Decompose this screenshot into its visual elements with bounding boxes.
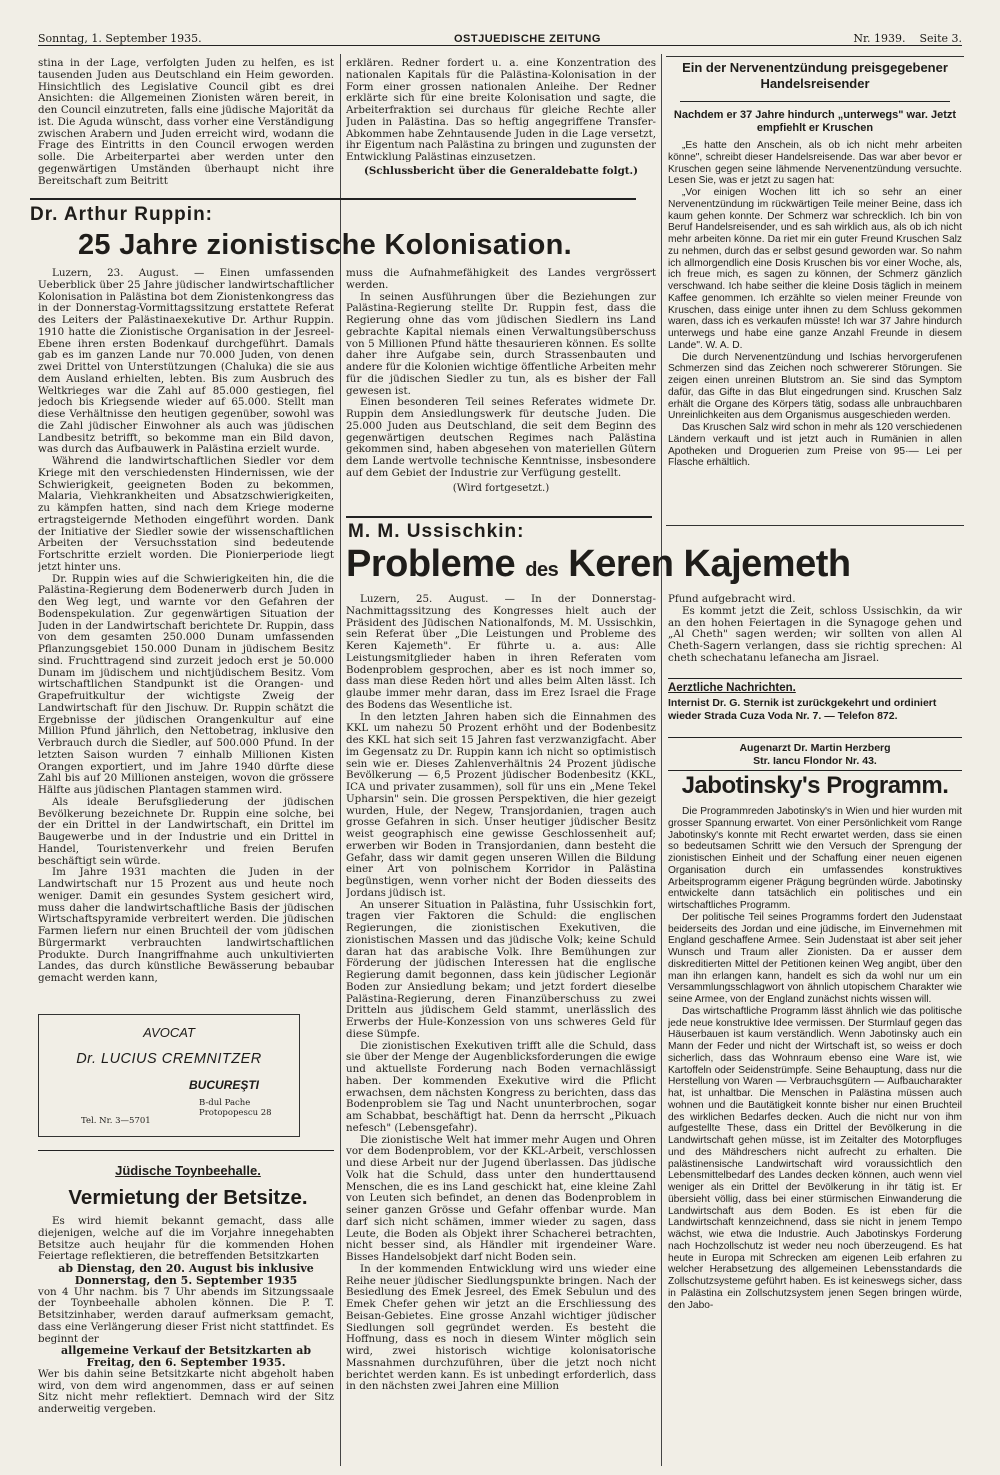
ussischkin-p5: Die zionistische Welt hat immer mehr Augen und Ohren vor dem Bodenproblem, vor der KKL-Arbeit, verschlossen und diese Arbeit nur der Jugend überlassen. Das jüdische Volk hat die Schuld, dass unter den hunderttausend Menschen, die es ins Land geschickt hat, eine kleine Zahl von Leuten sich befindet, an denen das Bodenproblem in seiner ganzen Grösse und Gefahr offenbar wurde. Man darf sich nicht schämen, immer wieder zu sagen, dass Leute, die Boden als Objekt ihrer Schacherei betrachten, nicht besser sind, als Händler mit irgendeiner Ware. Bisses Handelsobjekt darf nicht Boden sein.	[346, 1133, 656, 1263]
ussischkin-author: M. M. Ussischkin:	[348, 521, 525, 542]
masthead-number-page	[853, 32, 962, 45]
kruschen-p2: „Vor einigen Wochen litt ich so sehr an einer Nervenentzündung im rückwärtigen Teile meiner Beine, dass ich kaum gehen konnte. Der Schmerz war schrecklich. Ich bin von Beruf Handelsreisender, und es sah wirklich aus, als ob ich nicht mehr arbeiten könne. Da riet mir ein guter Freund Kruschen Salz zu nehmen, durch das er selbst gesund geworden war. So nahm ich allmorgendlich eine Dosis Kruschen bis vor einer Woche, als, ich freue mich, es sagen zu können, der Schmerz gänzlich verschwand. Ich habe seither die kleine Dosis täglich in meinem Kaffee genommen. Ich erzählte so vielen meiner Freunde von Kruschen, dass einige unter ihnen zu dem Schluss gekommen waren, dass ich es verkaufen müsste! Ich war 37 Jahre hindurch unterwegs und habe eine ganze Anzahl Freunde in diesem Lande". W. A. D.	[668, 187, 962, 351]
ruppin-col2-p2: In seinen Ausführungen über die Beziehungen zur Palästina-Regierung stellte Dr. Ruppin fest, dass die Regierung ohne das vom jüdischen Siedlern ins Land gebrachte Kapital niemals einen Verwaltungsüberschuss von 5 Millionen Pfund hätte thesaurieren können. Es sollte daher ihre Aufgabe sein, durch Strassenbauten und andere für die Kolonien wichtige öffentliche Arbeiten mehr für die jüdischen Siedler zu tun, als es bisher der Fall gewesen ist.	[346, 290, 656, 397]
ussischkin-title-a: Probleme	[346, 543, 516, 585]
continuation-col1-text: stina in der Lage, verfolgten Juden zu helfen, es ist tausenden Juden aus Deutschland ein Heim geworden. Hinsichtlich des Legislative Council gibt es drei Ansichten: die Allgemeinen Zionisten wären bereit, in den Council einzutreten, falls eine jüdische Majorität da ist. Die Aguda wünscht, dass vorher eine Verständigung zwischen Arabern und Juden erreicht wird, wodann die Frage des Eintritts in den Council erwogen werden solle. Die Arbeiterpartei aber werden unter den gegenwärtigen Umständen überhaupt nicht ihre Bereitschaft zum Beitritt	[38, 58, 334, 187]
masthead-number: Nr. 1939.	[853, 32, 906, 45]
jabotinsky-title: Jabotinsky's Programm.	[681, 772, 949, 799]
masthead-date: Sonntag, 1. September 1935.	[38, 32, 202, 45]
toynbee-p3: von 4 Uhr nachm. bis 7 Uhr abends im Sitzungssaale der Toynbeehalle abholen können. Die P. T. Betsitzinhaber, werden darauf aufmerksam gemacht, dass eine Verlängerung dieser Frist nicht stattfindet. Es beginnt der	[38, 1285, 334, 1345]
ad-avocat-cremnitzer	[38, 1014, 300, 1137]
kruschen-body	[668, 140, 962, 522]
continuation-col2-text: erklären. Redner fordert u. a. eine Konzentration des nationalen Kapitals für die Palästina-Kolonisation in der Form einer grossen nationalen Anleihe. Der Redner erklärte sich für eine breite Kolonisation und sagte, die Arbeiterfraktion sei durchaus für gleiche Rechte aller Juden in Palästina. Das so heftig angegriffene Transfer-Abkommen habe Zehntausende Juden in die Lage versetzt, ihr Eigentum nach Palästina zu bringen und zugunsten der Entwicklung Palästinas einzusetzen.	[346, 58, 656, 163]
ussischkin-col3-p2: Es kommt jetzt die Zeit, schloss Ussischkin, da wir an den hohen Feiertagen in die Synagoge gehen und „Al Cheth" sagen werden; wir sollten von allen Al Cheth-Sagern verlangen, dass sie richtig sprechen: Al cheth schechatanu lefanecha am Jisrael.	[668, 604, 962, 664]
rule-toynbee-top	[38, 1150, 334, 1151]
column-rule-2	[661, 54, 662, 1466]
ussischkin-title	[346, 543, 851, 586]
ruppin-col1-p5: Im Jahre 1931 machten die Juden in der Landwirtschaft nur 15 Prozent aus und heute noch weniger. Damit ein gesundes System gesichert wird, muss daher die landwirtschaftliche Basis der jüdischen Wirtschaftspyramide verbreitert werden. Die jüdischen Farmen liefern nur einen Bruchteil der vom jüdischen Bürgermarkt verbrauchten landwirtschaftlichen Produkte. Durch Inangriffnahme auch unkultivierten Landes, das durch künstliche Bewässerung bebaubar gemacht werden kann,	[38, 866, 334, 984]
ruppin-col1	[38, 268, 334, 1006]
augenarzt-notice	[668, 742, 962, 767]
rule-aerzt-top	[668, 678, 962, 679]
ussischkin-p2: In den letzten Jahren haben sich die Einnahmen des KKL um nahezu 50 Prozent erhöht und der Bodenbesitz des KKL hat sich seit 15 Jahren fast verzwanzigfacht. Aber im Gegensatz zu Dr. Ruppin kann ich nicht so optimistisch sein wie er. Dieses Zahlenverhältnis 24 Prozent jüdische Bevölkerung — 6,5 Prozent jüdischer Bodenbesitz (KKL, ICA und privater zusammen), soll für uns ein „Mene Tekel Upharsin" sein. Die grossen Perspektiven, die hier gezeigt wurden, Hule, der Negew, Transjordanien, tragen auch grosse Gefahren in sich. Unser heutiger jüdischer Besitz weist geographisch eine gewisse Geschlossenheit auf; erwerben wir Boden in Transjordanien, dann besteht die Gefahr, dass wir damit gegen unseren Willen die Bildung einer Art von polnischem Korridor in Palästina begünstigen, wenn vorher nicht der Boden diesseits des Jordans jüdisch ist.	[346, 710, 656, 899]
augenarzt-name: Augenarzt Dr. Martin Herzberg	[739, 742, 891, 754]
ussischkin-title-c: Keren Kajemeth	[568, 543, 851, 585]
jabotinsky-body	[668, 806, 962, 1466]
ruppin-col2-p3: Einen besonderen Teil seines Referates widmete Dr. Ruppin dem Ansiedlungswerk für deutsche Juden. Die 25.000 Juden aus Deutschland, die seit dem Beginn des gegenwärtigen deutschen Regimes nach Palästina gekommen sind, haben abgesehen von materiellen Gütern dem Lande wertvolle technische Kenntnisse, insbesondere auf dem Gebiet der Industrie zur Verfügung gestellt.	[346, 396, 656, 479]
kruschen-title: Ein der Nervenentzündung preisgegebener Handelsreisender	[682, 60, 948, 91]
ussischkin-col3	[668, 594, 962, 674]
rule-augenarzt-top	[668, 737, 962, 738]
ad-avocat-phone: Tel. Nr. 3—5701	[81, 1116, 151, 1126]
continuation-col2	[346, 58, 656, 193]
column-rule-1	[340, 54, 341, 1466]
ruppin-col1-p1: Luzern, 23. August. — Einen umfassenden Ueberblick über 25 Jahre jüdischer landwirtschaftlicher Kolonisation in Palästina bot dem Zionistenkongress das in der Donnerstag-Vormittagssitzung erstattete Referat des Leiters der Palästinaexekutive Dr. Arthur Ruppin. 1910 hatte die Zionistische Organisation in der Jesreel-Ebene ihren ersten Bodenkauf durchgeführt. Damals gab es im ganzen Lande nur 70.000 Juden, von denen zwei Drittel von Unterstützungen (Chaluka) die sie aus dem Ausland erhielten, lebten. Bis zum Ausbruch des Weltkrieges war die Zahl auf 85.000 gestiegen, fiel jedoch bis Kriegsende wieder auf 65.000. Stellt man diese Verhältnisse den heutigen gegenüber, sowohl was die Zahl jüdischer Einwohner als auch was jüdischen Landbesitz betrifft, so bekomme man ein Bild davon, was durch das Aufbauwerk in Palästina erzielt wurde.	[38, 268, 334, 456]
ussischkin-p3: An unserer Situation in Palästina, fuhr Ussischkin fort, tragen vier Faktoren die Schuld: die englischen Regierungen, die zionistischen Exekutiven, die zionistischen Massen und das jüdische Volk; keine Schuld daran hat das arabische Volk. Ihre Bemühungen zur Förderung der jüdischen Interessen hat die englische Regierung damit begonnen, dass kein jüdischer Legionär Boden zur Ansiedlung bekam; und jetzt fordert dieselbe Palästina-Regierung, deren Finanzüberschuss zu zwei Dritteln aus jüdischem Geld stammt, unerlässlich des Erwerbs der Hule-Konzession von uns schweres Geld für diese Sümpfe.	[346, 898, 656, 1040]
ad-avocat-city: BUCUREŞTI	[189, 1078, 260, 1092]
rule-ruppin-top	[30, 198, 636, 200]
ussischkin-p4: Die zionistischen Exekutiven trifft alle die Schuld, dass sie über der Menge der Augenblicksforderungen die ewige und aktuellste Forderung nach Boden vernachlässigt haben. Der kommenden Exekutive wird die Pflicht erwachsen, dem nächsten Kongress zu berichten, dass das Bodenproblem sie Tag und Nacht ununterbrochen, sogar am Schabbat, beschäftigt hat. Denn da herrscht „Pikuach nefesch" (Lebensgefahr).	[346, 1039, 656, 1134]
toynbee-title: Vermietung der Betsitze.	[68, 1186, 308, 1209]
toynbee-body	[38, 1216, 334, 1466]
ruppin-col1-p4: Als ideale Berufsgliederung der jüdischen Bevölkerung bezeichnete Dr. Ruppin eine solche, bei der ein Drittel in der Landwirtschaft, ein Drittel im Baugewerbe und in der Industrie und ein Drittel in Handel, Touristenverkehr und freien Berufen beschäftigt sein würde.	[38, 795, 334, 867]
continuation-col2-note: (Schlussbericht über die Generaldebatte folgt.)	[363, 164, 639, 177]
kruschen-p3: Die durch Nervenentzündung und Ischias hervorgerufenen Schmerzen sind das Zeichen noch schwererer Störungen. Sie zeigen einen unreinen Blutstrom an. Sie sind das Symptom dafür, das Gifte in das Blut eingedrungen sind. Kruschen Salz erhält die Organe des Körpers tätig, sodass alle unbrauchbaren Unreinlichkeiten aus dem Organismus ausgeschieden werden.	[668, 351, 962, 422]
ruppin-title: 25 Jahre zionistische Kolonisation.	[78, 229, 572, 261]
ussischkin-p6: In der kommenden Entwicklung wird uns wieder eine Reihe neuer jüdischer Siedlungspunkte bringen. Nach der Besiedlung des Emek Jesreel, des Emek Sebulun und des Emek Chefer gehen wir jetzt an die Erschliessung des Beisan-Gebietes. Eine grosse Anzahl wichtiger jüdischer Siedlungen soll gegründet werden. Es besteht die Hoffnung, dass es noch in diesem Winter möglich sein wird, zwei historisch wichtige kolonisatorische Massnahmen durchzuführen, über die jetzt noch nicht berichtet werden kann. Es ist unbedingt erforderlich, dass in den nächsten zwei Jahren eine Million	[346, 1262, 656, 1393]
kruschen-p4: Das Kruschen Salz wird schon in mehr als 120 verschiedenen Ländern verkauft und ist jetzt auch in Rumänien in allen Apotheken und Droguerien zum Preise von 95·— Lei per Flasche erhältlich.	[668, 422, 962, 469]
toynbee-header: Jüdische Toynbeehalle.	[115, 1163, 261, 1178]
masthead-page: Seite 3.	[919, 32, 962, 45]
continuation-col1	[38, 58, 334, 191]
toynbee-p5: Wer bis dahin seine Betsitzkarte nicht abgeholt haben wird, von dem wird angenommen, dass er auf seinen Sitz nicht mehr reflektiert. Demnach wird der Sitz anderweitig vergeben.	[38, 1367, 334, 1415]
jabotinsky-p3: Das wirtschaftliche Programm lässt ähnlich wie das politische jede neue konstruktive Idee vermissen. Der Sturmlauf gegen das Häuserbauen ist kaum verständlich. Wenn Jabotinsky auch ein Mann der Feder und nicht der Wirtschaft ist, so weiss er doch sicherlich, dass das Wohnraum ebenso eine Ware ist, wie Kartoffeln oder Seidenstrümpfe. Seine Behauptung, dass nur die Herstellung von Waren — Verbrauchsgütern — Aufbaucharakter hat, ist unhaltbar. Die Menschen in Palästina müssen auch wohnen und die Bautätigkeit konnte bisher nur einen Bruchteil des wirklichen Bedarfes decken. Auch die nicht nur von ihm aufgestellte These, dass ein Drittel der Bevölkerung in die Landwirtschaft gehen müsse, ist im Zeitalter des Motorpfluges und des Mähdreschers nicht aufrecht zu erhalten. Die palästinensische Landwirtschaft wird voraussichtlich den Lebensmittelbedarf des Landes decken können, auch wenn viel weniger als ein Drittel der Bevölkerung in ihr tätig ist. Er übersieht völlig, dass bei einer stürmischen Einwanderung die Landwirtschaft aus dem Boden. Es ist eben für die Landwirtschaft kennzeichnend, dass sie nicht in jenem Tempo wächst, wie etwa die Industrie. Auch Jabotinskys Forderung nach Hochzollschutz ist weder neu noch überzeugend. Es hat heute in Europa mit Schrecken am eigenen Leib erfahren zu welcher Herabsetzung des allgemeinen Lebensstandards die Zollschutzsysteme geführt haben. Es ist keineswegs sicher, dass in Palästina ein Zollschutzsystem jenen Segen bringen würde, den Jabo-	[668, 1005, 962, 1311]
ruppin-col1-p3: Dr. Ruppin wies auf die Schwierigkeiten hin, die die Palästina-Regierung dem Bodenerwerb durch Juden in den Weg legt, und warnte vor den Gefahren der Bodenspekulation. Zur gegenwärtigen Situation der Juden in der Landwirtschaft berichtete Dr. Ruppin, dass von dem gesamten 250.000 Dunam umfassenden Pflanzungsgebiet 150.000 Dunam in jüdischem Besitz sind. Fruchttragend sind zurzeit jedoch erst je 50.000 Dunam im jüdischem und nichtjüdischem Besitz. Vom wirtschaftlichen Standpunkt ist die Orangen- und Grapefruitkultur der wichtigste Zweig der Landwirtschaft für den Jischuw. Dr. Ruppin schätzt die Ergebnisse der jüdischen Orangenkultur auf eine Million Pfund jährlich, den Nettobetrag, inklusive den Verbrauch durch die Siedler, auf 500.000 Pfund. In der letzten Saison wurden 7 einhalb Millionen Kisten Orangen exportiert, und im Jahre 1940 dürfte diese Zahl bis auf 20 Millionen ansteigen, wovon die grössere Hälfte aus jüdischen Plantagen stammen wird.	[38, 572, 334, 796]
aerztliche-text: Internist Dr. G. Sternik ist zurückgekehrt und ordiniert wieder Strada Cuza Voda Nr. 7. — Telefon 872.	[668, 697, 937, 722]
ussischkin-col2	[346, 594, 656, 1466]
aerztliche-header: Aerztliche Nachrichten.	[668, 682, 796, 694]
ussischkin-p1: Luzern, 25. August. — In der Donnerstag-Nachmittagssitzung des Kongresses hielt auch der Präsident des Jüdischen Nationalfonds, M. M. Ussischkin, sein Referat über „Die Leistungen und Probleme des Keren Kajemeth". Er führte u. a. aus: Alle Leistungsmitglieder haben in ihren Referaten vom Bodenproblem gesprochen, aber es ist noch immer so, dass man diese Reden hört und alles beim Alten lässt. Ich glaube immer mehr daran, dass im Erez Israel die Frage des Bodens das Wesentliche ist.	[346, 594, 656, 711]
augenarzt-address: Str. Iancu Flondor Nr. 43.	[753, 754, 877, 767]
ruppin-col2	[346, 268, 656, 510]
toynbee-p2: ab Dienstag, den 20. August bis inklusive Donnerstag, den 5. September 1935	[58, 1262, 314, 1287]
ruppin-col2-p1: muss die Aufnahmefähigkeit des Landes vergrössert werden.	[346, 268, 656, 291]
rule-kruschen-sub	[680, 101, 950, 102]
masthead	[38, 28, 962, 46]
toynbee-p4: allgemeine Verkauf der Betsitzkarten ab Freitag, den 6. September 1935.	[60, 1344, 312, 1369]
jabotinsky-p2: Der politische Teil seines Programms fordert den Judenstaat beiderseits des Jordan und eine jüdische, im Einvernehmen mit England geschaffene Armee. Sein Judenstaat ist aber seit jeher Wunsch und Traum aller Zionisten. Da er ausser dem diskreditierten Mittel der Petitionen keinen Weg angibt, über den man ihn erlangen kann, handelt es sich da wohl nur um ein Versammlungsschlagwort von ähnlich utopischem Charakter wie seine Armee, von der England zunächst nichts wissen will.	[668, 911, 962, 1005]
ruppin-author: Dr. Arthur Ruppin:	[30, 204, 213, 225]
ad-avocat-address: B-dul Pache Protopopescu 28	[199, 1098, 272, 1118]
ussischkin-title-b: des	[525, 559, 559, 581]
ruppin-col1-p2: Während die landwirtschaftlichen Siedler vor dem Kriege mit den verschiedensten Hindernissen, wie der Schwierigkeit, geeigneten Boden zu bekommen, Malaria, Viehkrankheiten und Absatzschwierigkeiten, zu kämpfen hatten, sind nach dem Kriege moderne ertragsteigernde Methoden eingeführt worden. Dank der Initiative der Siedler sowie der wissenschaftlichen Arbeiten der Versuchsstation sind bedeutende Fortschritte erzielt worden. Die Pionierperiode liegt jetzt hinter uns.	[38, 455, 334, 573]
rule-ussischkin-top	[346, 516, 652, 518]
ad-avocat-name: Dr. LUCIUS CREMNITZER	[76, 1051, 262, 1067]
toynbee-p1: Es wird hiemit bekannt gemacht, dass alle diejenigen, welche auf die im Vorjahre innegehabten Betsitze auch heujahr für die kommenden Hohen Feiertage reflektieren, die betreffenden Betsitzkarten	[38, 1216, 334, 1263]
rule-jabotinsky-top	[668, 770, 962, 771]
kruschen-subtitle: Nachdem er 37 Jahre hindurch „unterwegs" war. Jetzt empfiehlt er Kruschen	[673, 109, 957, 134]
ruppin-note: (Wird fortgesetzt.)	[452, 481, 550, 494]
jabotinsky-p1: Die Programmreden Jabotinsky's in Wien und hier wurden mit grosser Spannung erwartet. Von einer Persönlichkeit vom Range Jabotinsky's konnte mit Recht erwartet werden, dass sie einen so bedeutsamen Schritt wie den Versuch der Sprengung der zionistischen Einheit und der Schaffung einer neuen eigenen Organisation durch ein umfassendes konstruktives Arbeitsprogramm eigener Prägung begründen würde. Jabotinsky entwickelte dann tatsächlich ein politisches und ein wirtschaftliches Programm.	[668, 806, 962, 911]
kruschen-p1: „Es hatte den Anschein, als ob ich nicht mehr arbeiten könne", schreibt dieser Handelsreisende. Das war aber bevor er Kruschen gegen seine lähmende Nervenentzündung versuchte. Lesen Sie, was er jetzt zu sagen hat:	[668, 140, 962, 187]
ad-avocat-label: AVOCAT	[143, 1025, 195, 1040]
ussischkin-col3-p1: Pfund aufgebracht wird.	[668, 594, 796, 605]
masthead-title: OSTJUEDISCHE ZEITUNG	[454, 33, 601, 45]
